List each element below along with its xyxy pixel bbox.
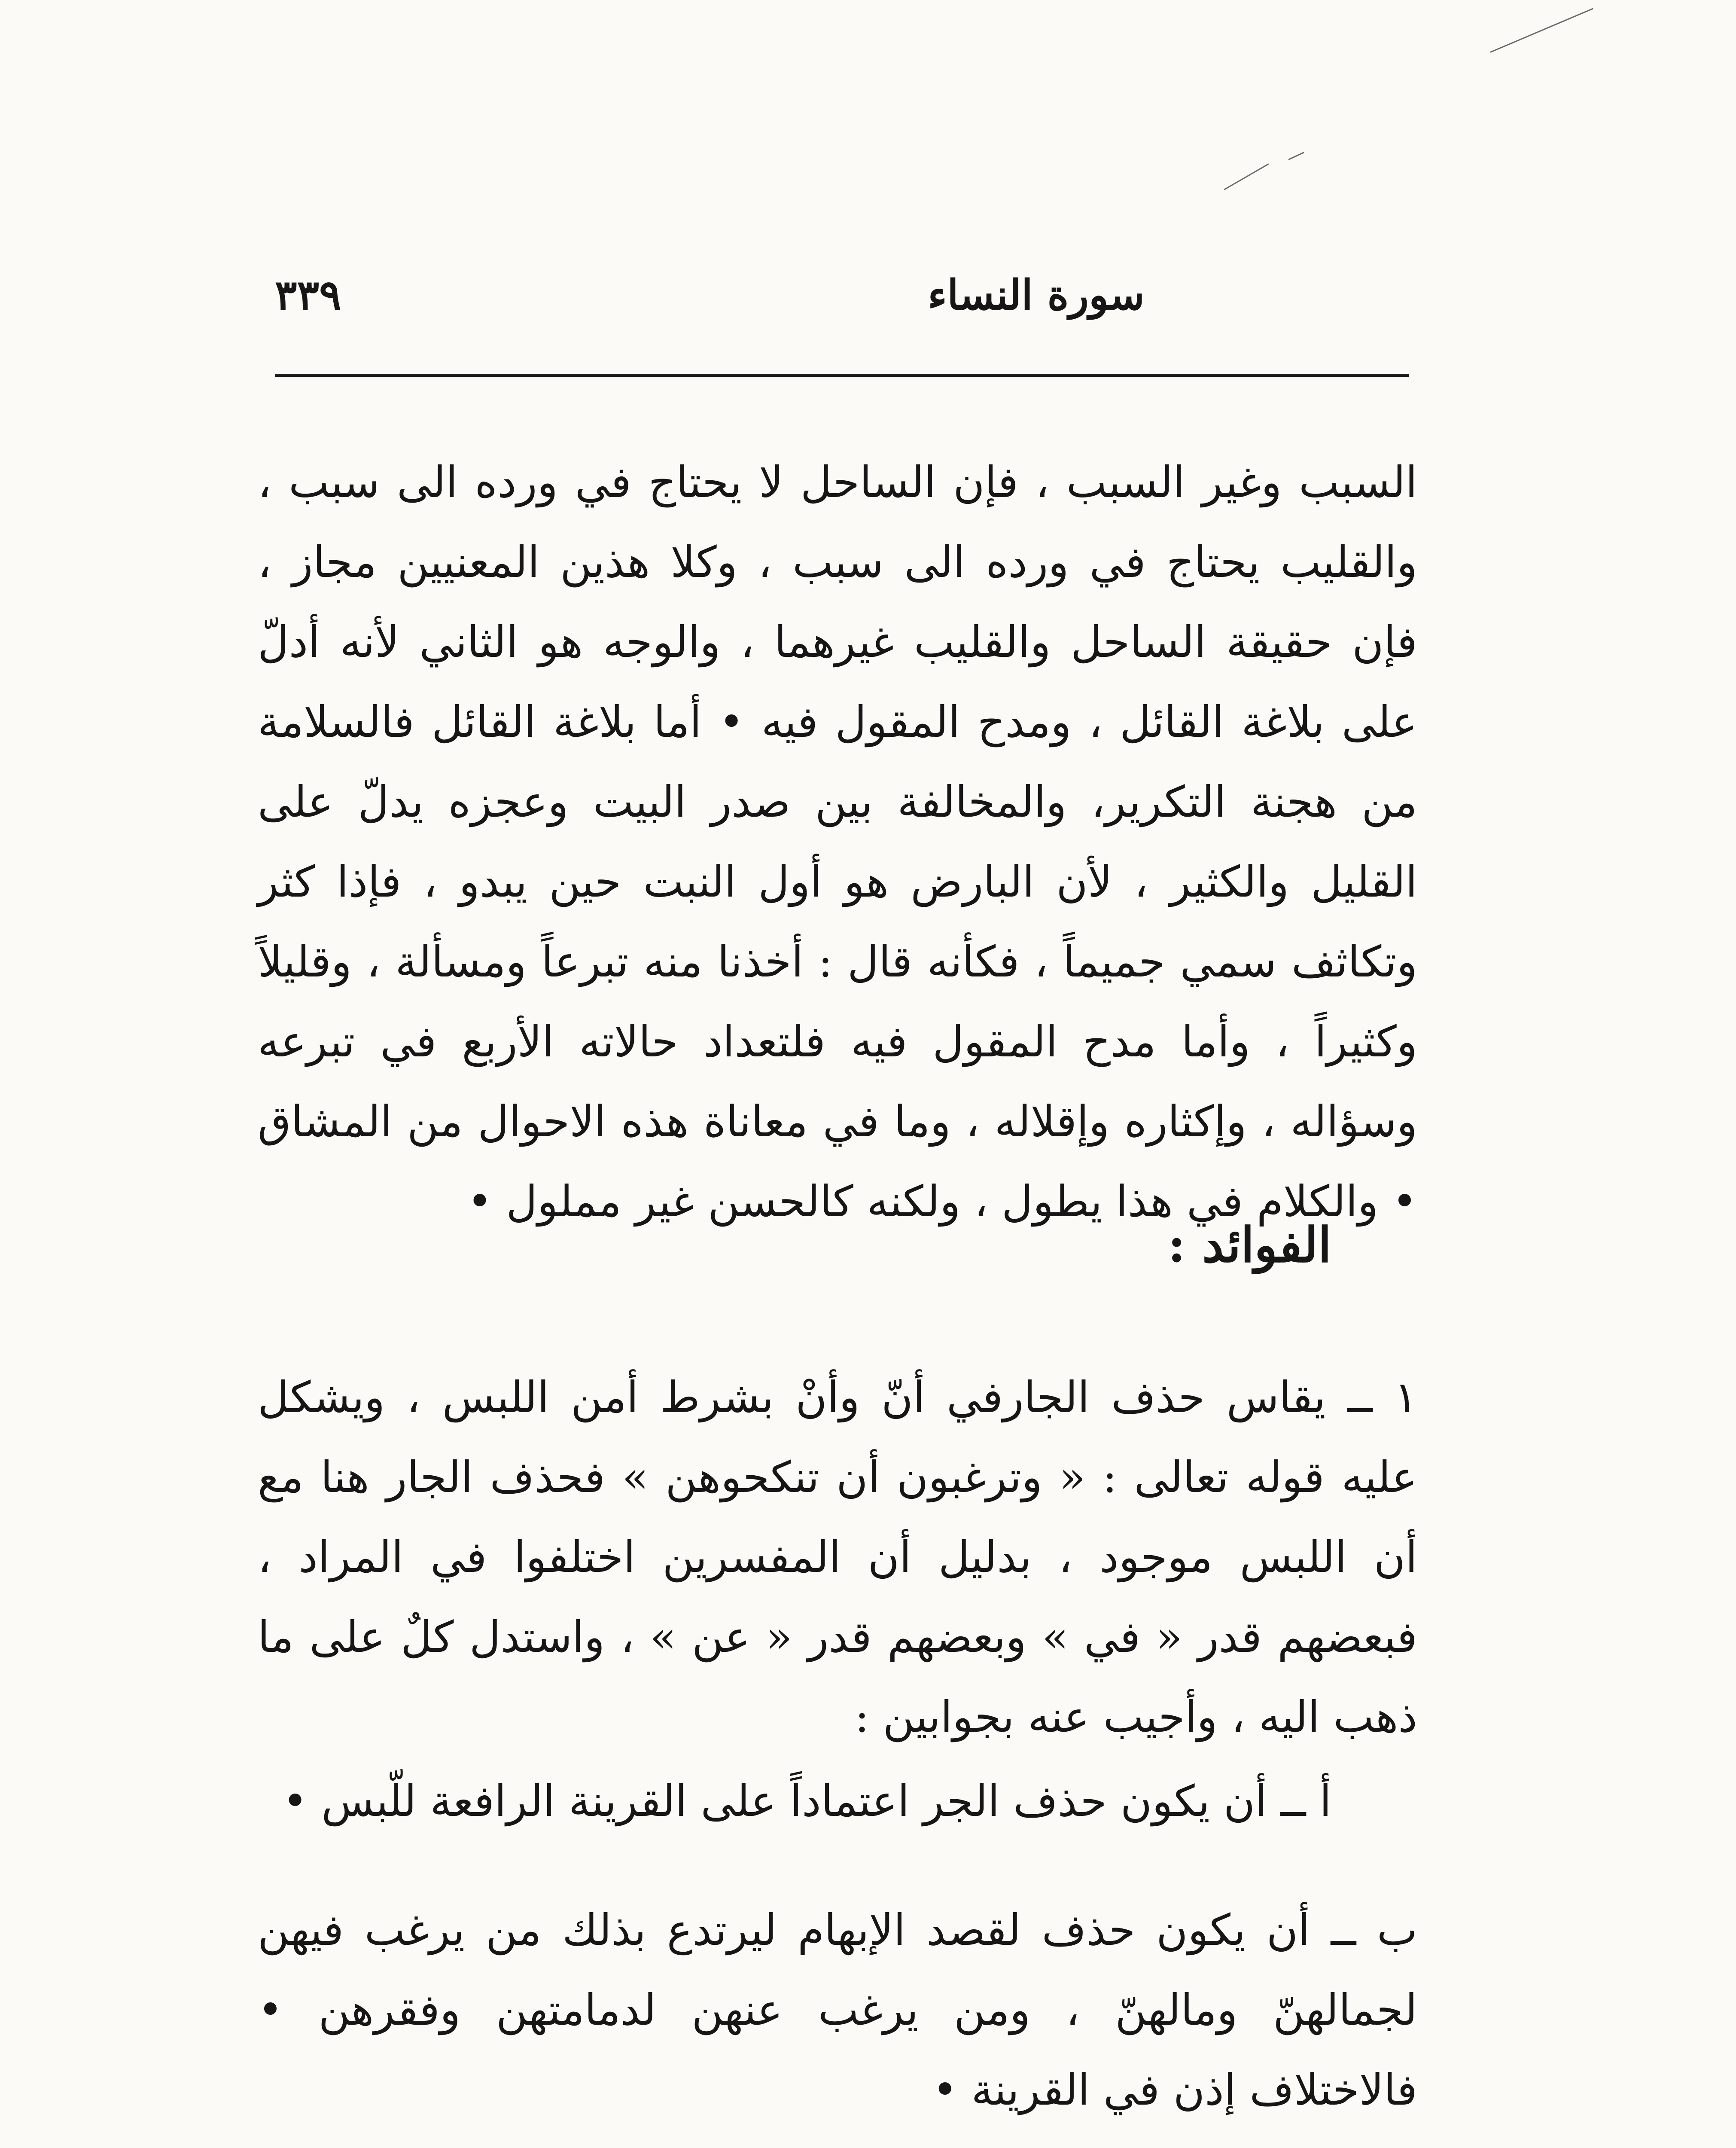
benefit-item-2	[258, 2139, 1417, 2148]
scan-scratch-mark	[1224, 163, 1269, 190]
page-number: ٣٣٩	[275, 271, 341, 319]
fawaid-heading: الفوائد :	[1167, 1217, 1331, 1273]
page-header	[275, 258, 1409, 344]
answer-item-b: ب ــ أن يكون حذف لقصد الإبهام ليرتدع بذلك من يرغب فيهن لجمالهنّ ومالهنّ ، ومن يرغب عنهن لدمامتهن وفقرهن • فالاختلاف إذن في القرينة •	[258, 1905, 1417, 2115]
header-rule	[275, 374, 1409, 377]
scan-scratch-mark	[1288, 152, 1304, 160]
scan-scratch-mark	[1490, 8, 1593, 53]
paragraph-explanation: السبب وغير السبب ، فإن الساحل لا يحتاج في ورده الى سبب ، والقليب يحتاج في ورده الى سبب ، وكلا هذين المعنيين مجاز ، فإن حقيقة الساحل والقليب غيرهما ، والوجه هو الثاني لأنه أدلّ على بلاغة القائل ، ومدح المقول فيه • أما بلاغة القائل فالسلامة من هجنة التكرير، والمخالفة بين صدر البيت وعجزه يدلّ على القليل والكثير ، لأن البارض هو أول النبت حين يبدو ، فإذا كثر وتكاثف سمي جميماً ، فكأنه قال : أخذنا منه تبرعاً ومسألة ، وقليلاً وكثيراً ، وأما مدح المقول فيه فلتعداد حالاته الأربع في تبرعه وسؤاله ، وإكثاره وإقلاله ، وما في معاناة هذه الاحوال من المشاق • والكلام في هذا يطول ، ولكنه كالحسن غير مملول •	[258, 457, 1417, 1227]
surah-title: سورة النساء	[928, 271, 1145, 319]
answer-item-a: أ ــ أن يكون حذف الجر اعتماداً على القرينة الرافعة للّبس •	[282, 1776, 1331, 1826]
benefit-item-1: ١ ــ يقاس حذف الجارفي أنّ وأنْ بشرط أمن اللبس ، ويشكل عليه قوله تعالى : « وترغبون أن تنكحوهن » فحذف الجار هنا مع أن اللبس موجود ، بدليل أن المفسرين اختلفوا في المراد ، فبعضهم قدر « في » وبعضهم قدر « عن » ، واستدل كلٌ على ما ذهب اليه ، وأجيب عنه بجوابين :	[258, 1372, 1417, 1742]
